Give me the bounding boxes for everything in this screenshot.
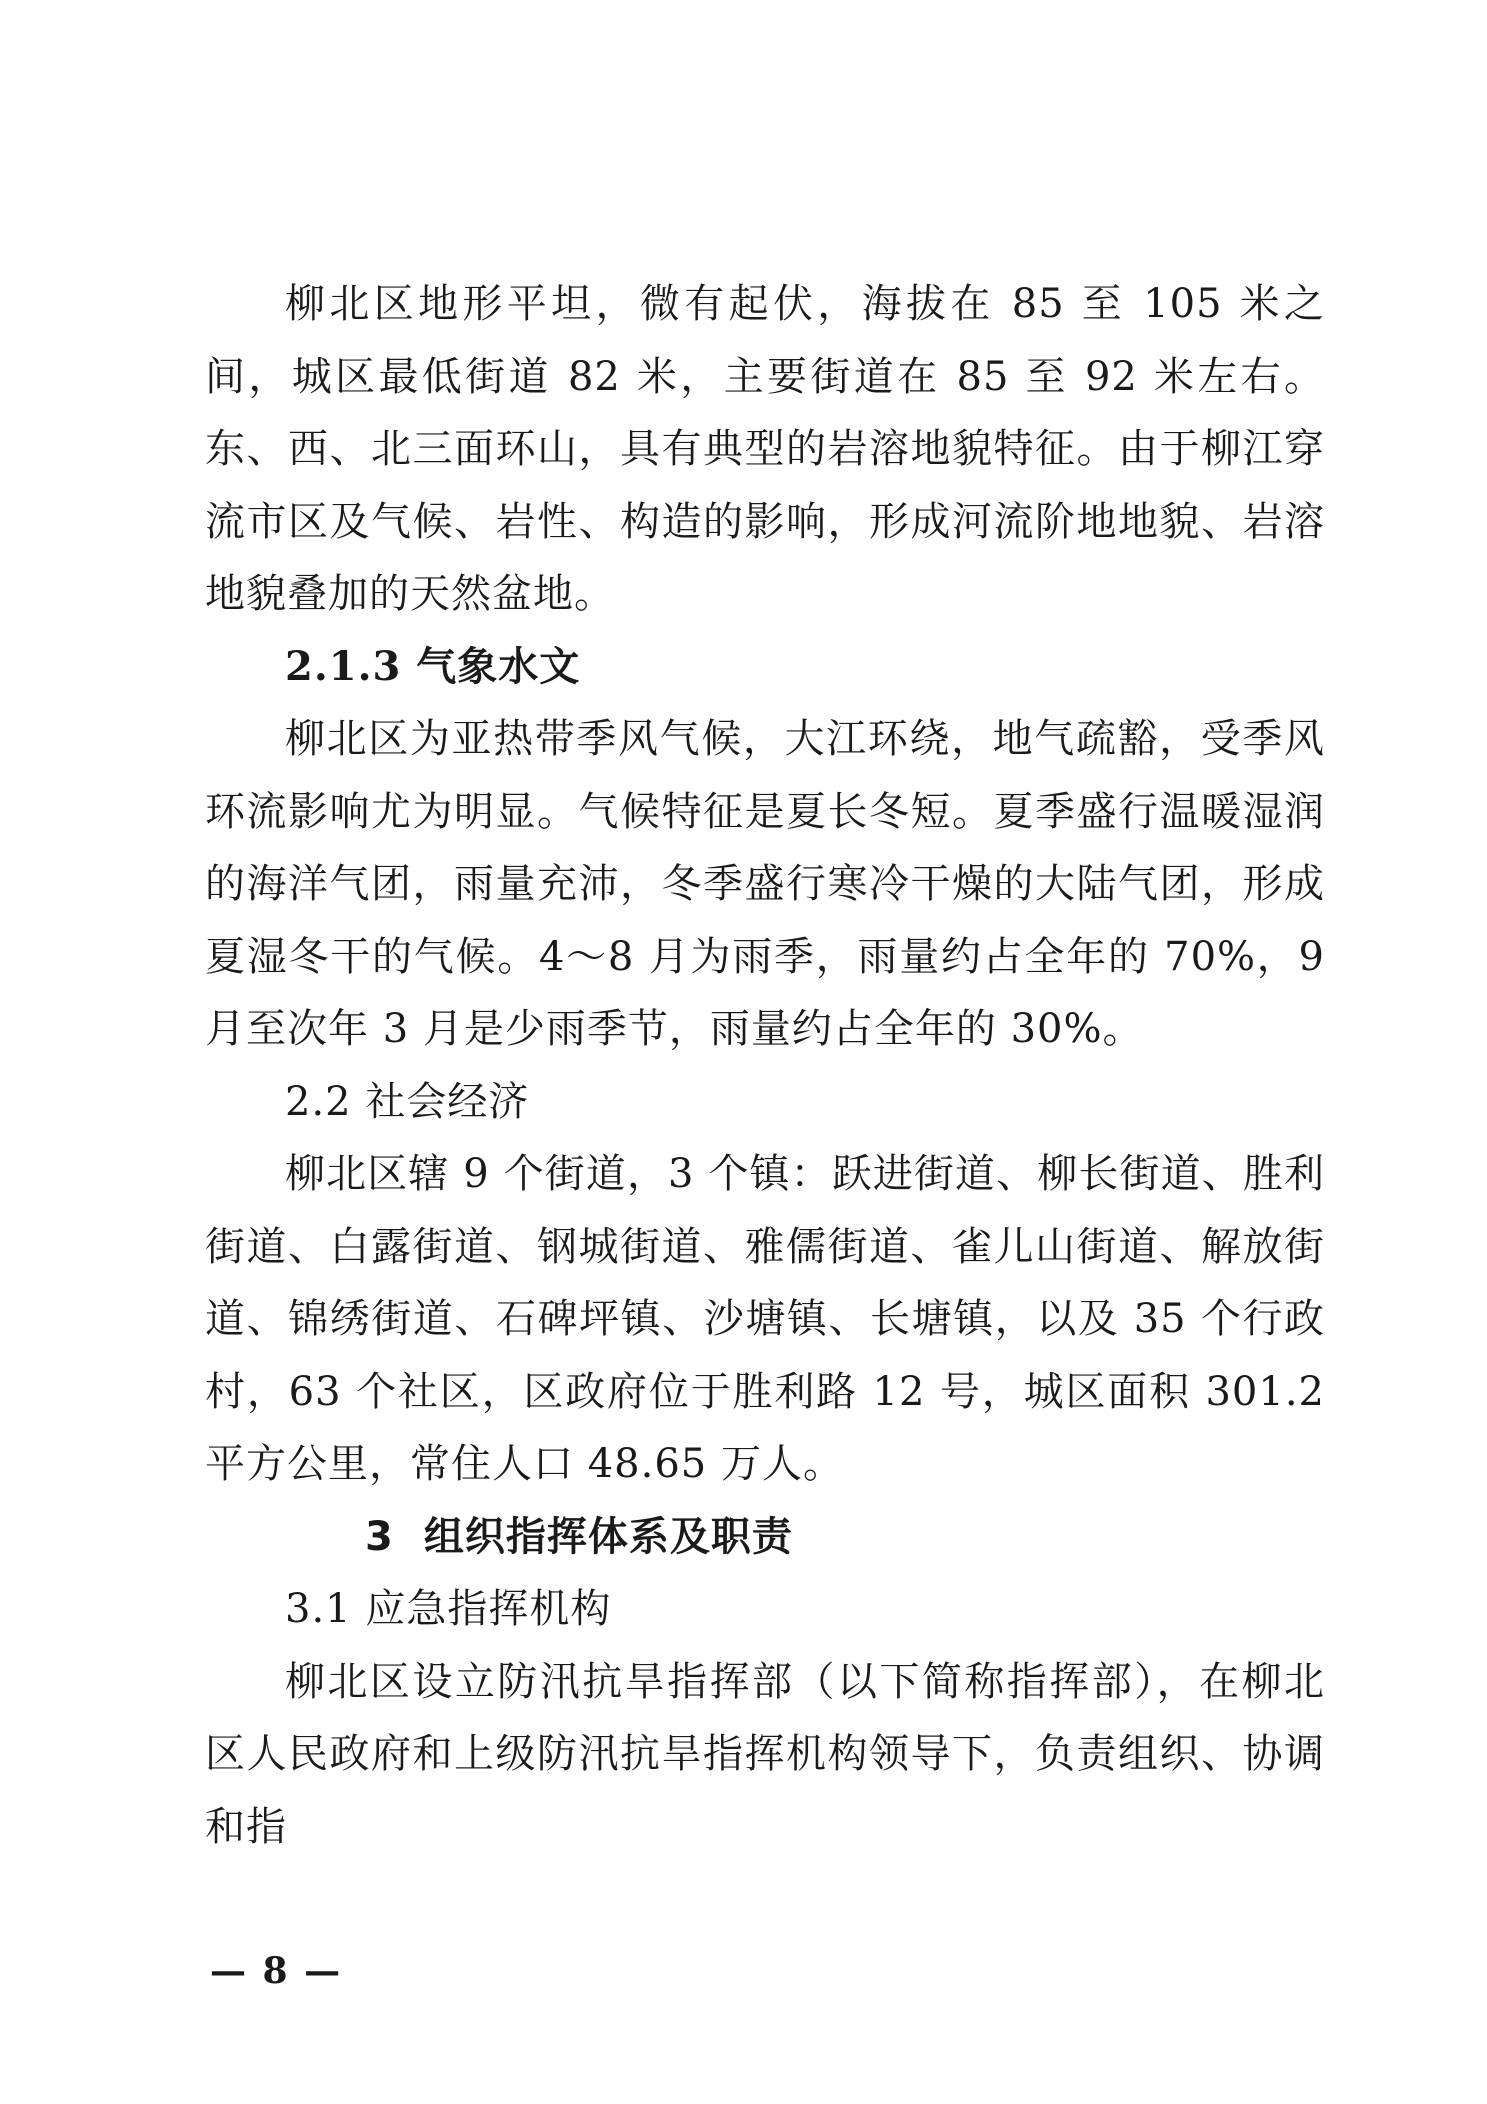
- section-heading-2-2: 2.2 社会经济: [285, 1078, 530, 1125]
- section-heading-3-1: 3.1 应急指挥机构: [285, 1586, 612, 1632]
- chapter-number: 3: [365, 1513, 394, 1560]
- chapter-title: 组织指挥体系及职责: [423, 1513, 793, 1560]
- page-number: — 8 —: [210, 1950, 343, 1992]
- paragraph-command: 柳北区设立防汛抗旱指挥部（以下简称指挥部），在柳北区人民政府和上级防汛抗旱指挥机构领导下，负责组织、协调和指: [205, 1658, 1325, 1850]
- paragraph-terrain: 柳北区地形平坦，微有起伏，海拔在 85 至 105 米之间，城区最低街道 82 米，主要街道在 85 至 92 米左右。东、西、北三面环山，具有典型的岩溶地貌特征。由于柳江穿流市区及气候、岩性、构造的影响，形成河流阶地地貌、岩溶地貌叠加的天然盆地。: [205, 281, 1325, 617]
- paragraph-economy: 柳北区辖 9 个街道，3 个镇：跃进街道、柳长街道、胜利街道、白露街道、钢城街道、雅儒街道、雀儿山街道、解放街道、锦绣街道、石碑坪镇、沙塘镇、长塘镇，以及 35 个行政村，63 个社区，区政府位于胜利路 12 号，城区面积 301.2 平方公里，常住人口 48.65 万人。: [205, 1151, 1325, 1487]
- section-heading-2-1-3: 2.1.3 气象水文: [285, 642, 581, 690]
- paragraph-climate: 柳北区为亚热带季风气候，大江环绕，地气疏豁，受季风环流影响尤为明显。气候特征是夏长冬短。夏季盛行温暖湿润的海洋气团，雨量充沛，冬季盛行寒冷干燥的大陆气团，形成夏湿冬干的气候。4～8 月为雨季，雨量约占全年的 70%，9 月至次年 3 月是少雨季节，雨量约占全年的 30%。: [205, 716, 1325, 1052]
- chapter-heading-3: [205, 1501, 1325, 1574]
- document-body: [205, 268, 1325, 1863]
